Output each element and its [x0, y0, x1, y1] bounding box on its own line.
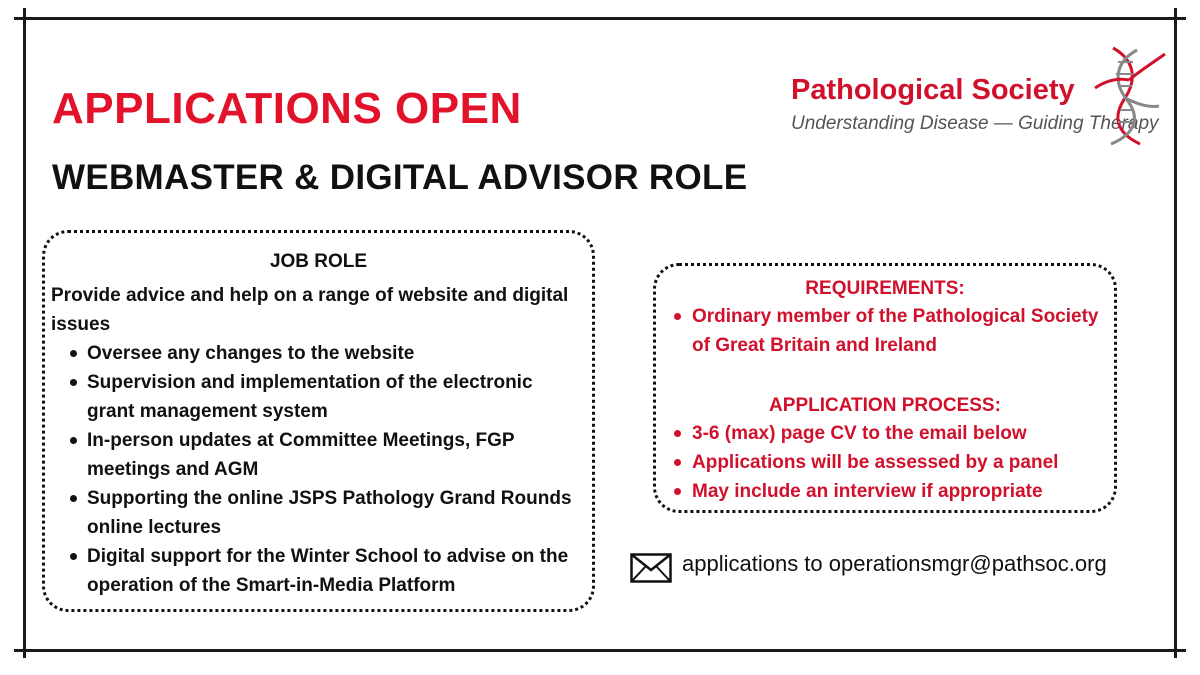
- application-process-heading: APPLICATION PROCESS:: [769, 395, 1001, 416]
- dna-figure-icon: [1085, 40, 1175, 150]
- job-role-list: [55, 339, 585, 600]
- application-process-item: Applications will be assessed by a panel: [670, 448, 1110, 477]
- frame-top-line: [14, 17, 1186, 20]
- application-process-item: May include an interview if appropriate: [670, 477, 1110, 506]
- envelope-icon: [630, 553, 672, 583]
- subheadline: WEBMASTER & DIGITAL ADVISOR ROLE: [52, 158, 748, 197]
- job-role-item: In-person updates at Committee Meetings, FGP meetings and AGM: [55, 426, 585, 484]
- contact-email-text: applications to operationsmgr@pathsoc.org: [682, 551, 1107, 576]
- job-role-item: Oversee any changes to the website: [55, 339, 585, 368]
- requirements-list: [670, 302, 1110, 360]
- requirements-heading: REQUIREMENTS:: [805, 278, 965, 299]
- logo-tagline: Understanding Disease — Guiding Therapy: [791, 113, 1159, 134]
- job-role-item: Supporting the online JSPS Pathology Grand Rounds online lectures: [55, 484, 585, 542]
- frame-left-line: [23, 8, 26, 658]
- job-role-intro: Provide advice and help on a range of website and digital issues: [51, 285, 569, 335]
- society-logo: [785, 40, 1175, 150]
- requirement-item: Ordinary member of the Pathological Society of Great Britain and Ireland: [670, 302, 1110, 360]
- headline: APPLICATIONS OPEN: [52, 84, 522, 133]
- logo-name: Pathological Society: [791, 74, 1075, 106]
- requirements-box: [653, 263, 1117, 513]
- job-role-box: [42, 230, 595, 612]
- job-role-item: Supervision and implementation of the electronic grant management system: [55, 368, 585, 426]
- application-process-item: 3-6 (max) page CV to the email below: [670, 419, 1110, 448]
- job-role-title: JOB ROLE: [269, 251, 368, 272]
- job-role-item: Digital support for the Winter School to advise on the operation of the Smart-in-Media Platform: [55, 542, 585, 600]
- frame-bottom-line: [14, 649, 1186, 652]
- application-process-list: [670, 419, 1110, 506]
